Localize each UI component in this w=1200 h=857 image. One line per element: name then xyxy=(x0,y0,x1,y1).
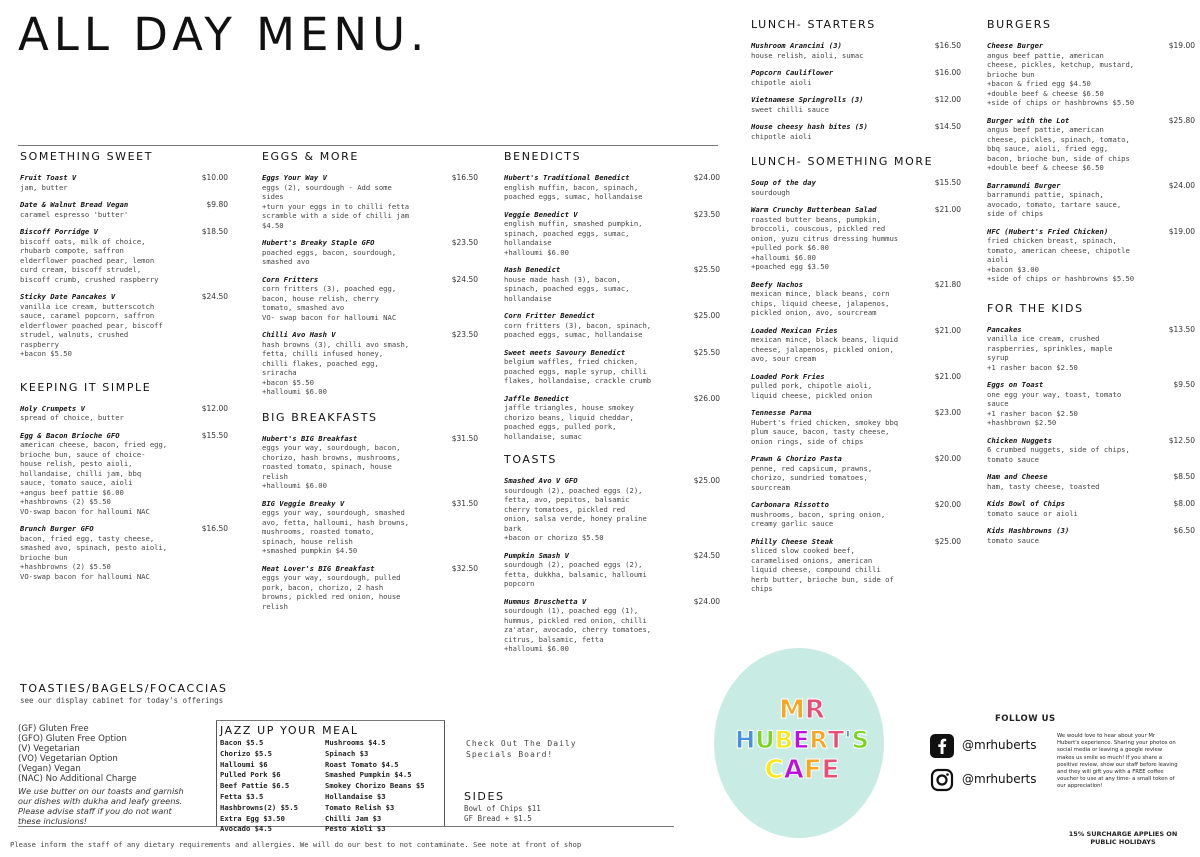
legend-note: We use butter on our toasts and garnish our dishes with dukha and leafy greens. Please advise staff if you do not want these inclusions! xyxy=(18,786,184,826)
menu-item xyxy=(987,380,1195,428)
item-name: Hubert's BIG Breakfast xyxy=(262,433,358,443)
item-name: Veggie Benedict V xyxy=(504,209,578,219)
item-name: Corn Fritter Benedict xyxy=(504,311,595,320)
jazz-item: Smashed Pumpkin $4.5 xyxy=(325,770,412,780)
item-description: eggs your way, sourdough, smashed avo, fetta, halloumi, hash browns, mushrooms, roasted tomato, spinach, house relish +smashed pumpkin $4.50 xyxy=(262,508,410,555)
menu-item xyxy=(987,325,1195,373)
menu-item xyxy=(504,210,720,258)
item-description: ham, tasty cheese, toasted xyxy=(987,481,1100,491)
item-price: $24.50 xyxy=(201,292,228,301)
item-price: $12.50 xyxy=(1168,435,1195,445)
item-description: eggs (2), sourdough - Add some sides +turn your eggs in to chilli fetta scramble with a side of chilli jam $4.50 xyxy=(262,182,410,230)
item-name: Cheese Burger xyxy=(987,41,1044,50)
menu-item xyxy=(20,404,228,423)
item-name: Biscoff Porridge V xyxy=(20,227,98,236)
item-price: $16.50 xyxy=(451,173,478,182)
jazz-right-list xyxy=(325,738,443,835)
item-description: tomato sauce or aioli xyxy=(987,508,1078,518)
item-description: one egg your way, toast, tomato sauce +1 rasher bacon $2.50 +hashbrown $2.50 xyxy=(987,389,1122,427)
follow-header: FOLLOW US xyxy=(995,714,1056,724)
item-name: Beefy Nachos xyxy=(751,279,803,289)
menu-item xyxy=(751,408,961,446)
item-price: $24.50 xyxy=(451,274,478,284)
item-description: spread of choice, butter xyxy=(20,413,124,422)
item-price: $23.00 xyxy=(934,408,961,417)
item-price: $18.50 xyxy=(201,227,228,236)
legend-line: (Vegan) Vegan xyxy=(18,764,81,774)
item-description: mushrooms, bacon, spring onion, creamy garlic sauce xyxy=(751,509,886,528)
logo-letter: B xyxy=(774,726,793,754)
menu-item xyxy=(751,537,961,594)
section-header: BURGERS xyxy=(987,18,1052,31)
item-name: HFC (Hubert's Fried Chicken) xyxy=(987,226,1109,236)
menu-item xyxy=(751,326,961,364)
jazz-item: Fetta $3.5 xyxy=(220,791,264,801)
jazz-item: Chorizo $5.5 xyxy=(220,748,272,758)
surcharge-note: 15% SURCHARGE APPLIES ON PUBLIC HOLIDAYS xyxy=(1068,830,1178,846)
jazz-item: Extra Egg $3.50 xyxy=(220,813,285,823)
menu-section xyxy=(20,150,228,359)
item-description: vanilla ice cream, butterscotch sauce, caramel popcorn, saffron elderflower poached pear, biscoff strudel, walnuts, crushed raspberry +bacon $5.50 xyxy=(20,301,163,358)
menu-item xyxy=(504,311,720,340)
divider xyxy=(444,720,445,826)
item-name: Tennesse Parma xyxy=(751,408,812,417)
item-price: $31.50 xyxy=(451,433,478,443)
column-benedicts-toasts xyxy=(504,150,720,662)
item-price: $12.00 xyxy=(201,403,228,413)
section-header: KEEPING IT SIMPLE xyxy=(20,380,152,394)
facebook-icon[interactable] xyxy=(930,734,954,758)
jazz-item: Pesto Aioli $3 xyxy=(325,824,386,834)
menu-item xyxy=(504,551,720,589)
menu-title: ALL DAY MENU. xyxy=(18,8,430,61)
menu-item xyxy=(751,122,961,141)
item-price: $19.00 xyxy=(1168,226,1195,236)
item-description: poached eggs, bacon, sourdough, smashed avo xyxy=(262,247,397,266)
menu-section xyxy=(262,411,478,612)
item-name: Jaffle Benedict xyxy=(504,393,569,403)
menu-item xyxy=(504,597,720,654)
item-price: $14.50 xyxy=(934,122,961,131)
logo-letter: R xyxy=(804,695,825,725)
item-name: Soup of the day xyxy=(751,178,816,187)
item-price: $8.50 xyxy=(1173,472,1195,481)
menu-item xyxy=(20,292,228,359)
toasties-desc: see our display cabinet for today's offerings xyxy=(20,696,224,705)
logo-letter: F xyxy=(803,755,822,785)
logo-letter: H xyxy=(735,726,756,754)
item-description: caramel espresso 'butter' xyxy=(20,209,129,219)
section-header: BENEDICTS xyxy=(504,150,582,163)
menu-item xyxy=(987,526,1195,545)
item-price: $9.50 xyxy=(1173,380,1195,389)
item-price: $6.50 xyxy=(1173,526,1195,535)
jazz-header: JAZZ UP YOUR MEAL xyxy=(220,724,359,737)
column-eggs-breakfasts xyxy=(262,150,478,619)
menu-section xyxy=(504,453,720,654)
section-header: SOMETHING SWEET xyxy=(20,150,154,163)
menu-item xyxy=(262,275,478,323)
item-price: $24.00 xyxy=(1168,180,1195,190)
item-name: Vietnamese Springrolls (3) xyxy=(751,95,864,104)
menu-item xyxy=(987,116,1195,173)
item-description: Hubert's fried chicken, smokey bbq plum sauce, bacon, tasty cheese, onion rings, side of chips xyxy=(751,417,899,446)
item-description: mexican mince, black beans, liquid cheese, jalapenos, pickled onion, avo, sour cream xyxy=(751,335,899,363)
item-name: Carbonara Rissotto xyxy=(751,500,829,509)
menu-section xyxy=(504,150,720,441)
item-price: $16.00 xyxy=(934,68,961,77)
instagram-handle[interactable]: @mrhuberts xyxy=(962,772,1037,786)
item-description: jam, butter xyxy=(20,182,68,192)
logo-letter: S xyxy=(851,726,869,754)
logo-line1 xyxy=(732,695,872,725)
item-price: $25.80 xyxy=(1168,115,1195,125)
item-price: $23.50 xyxy=(451,330,478,339)
item-name: Pumpkin Smash V xyxy=(504,550,569,560)
item-description: sourdough (2), poached eggs (2), fetta, avo, pepitos, balsamic cherry tomatoes, pickled red onion, salsa verde, honey praline bark +bacon or chorizo $5.50 xyxy=(504,485,647,542)
item-description: angus beef pattie, american cheese, pickles, ketchup, mustard, brioche bun +bacon & fried egg $4.50 +double beef & cheese $6.50 +side of chips or hashbrowns $5.50 xyxy=(987,50,1135,107)
item-description: eggs your way, sourdough, bacon, chorizo, hash browns, mushrooms, roasted tomato, spinach, house relish +halloumi $6.00 xyxy=(262,443,401,490)
item-name: Meat Lover's BIG Breakfast xyxy=(262,563,375,573)
menu-item xyxy=(262,330,478,397)
menu-item xyxy=(20,524,228,581)
item-price: $21.00 xyxy=(934,371,961,381)
item-description: angus beef pattie, american cheese, pickles, spinach, tomato, bbq sauce, aioli, fried egg, bacon, brioche bun, side of chips +double beef & cheese $6.50 xyxy=(987,125,1130,172)
item-description: mexican mince, black beans, corn chips, liquid cheese, jalapenos, pickled onion, avo, sourcream xyxy=(751,289,890,317)
item-name: Eggs on Toast xyxy=(987,380,1044,389)
menu-item xyxy=(751,500,961,529)
jazz-left-list xyxy=(220,738,324,835)
menu-section xyxy=(987,302,1195,546)
item-name: Eggs Your Way V xyxy=(262,173,327,182)
item-price: $24.00 xyxy=(693,596,720,606)
item-name: Prawn & Chorizo Pasta xyxy=(751,454,842,463)
item-price: $25.50 xyxy=(693,347,720,357)
logo-letter: E xyxy=(821,755,840,785)
item-price: $10.00 xyxy=(201,173,228,182)
item-name: Hummus Bruschetta V xyxy=(504,596,587,606)
section-header: EGGS & MORE xyxy=(262,150,359,163)
legend-line: (GFO) Gluten Free Option xyxy=(18,734,127,744)
item-price: $31.50 xyxy=(451,498,478,508)
legend-line: (GF) Gluten Free xyxy=(18,724,89,734)
item-price: $20.00 xyxy=(934,454,961,463)
specials-note: Check Out The Daily Specials Board! xyxy=(466,739,577,759)
menu-item xyxy=(262,499,478,556)
allergy-footer: Please inform the staff of any dietary requirements and allergies. We will do our best to not contaminate. See note at front of shop xyxy=(10,840,582,849)
section-header: BIG BREAKFASTS xyxy=(262,410,378,424)
jazz-item: Hashbrowns(2) $5.5 xyxy=(220,802,298,812)
item-name: Hubert's Traditional Benedict xyxy=(504,173,630,182)
item-price: $25.00 xyxy=(693,311,720,320)
toasties-header: TOASTIES/BAGELS/FOCACCIAS xyxy=(20,682,228,695)
item-price: $21.80 xyxy=(934,279,961,289)
item-name: Sticky Date Pancakes V xyxy=(20,292,116,301)
item-description: biscoff oats, milk of choice, rhubarb compote, saffron elderflower poached pear, lemon curd cream, biscoff strudel, biscoff crumb, crushed raspberry xyxy=(20,236,159,284)
item-price: $19.00 xyxy=(1168,41,1195,50)
menu-item xyxy=(20,227,228,284)
item-description: eggs your way, sourdough, pulled pork, bacon, chorizo, 2 hash browns, pickled red onion, house relish xyxy=(262,573,401,611)
cafe-logo xyxy=(732,695,872,785)
logo-letter: A xyxy=(783,755,804,785)
menu-section xyxy=(987,18,1195,284)
menu-item xyxy=(504,265,720,303)
item-description: bacon, fried egg, tasty cheese, smashed avo, spinach, pesto aioli, brioche bun +hashbrowns (2) $5.50 VO-swap bacon for halloumi NAC xyxy=(20,533,168,581)
menu-section xyxy=(20,381,228,582)
item-price: $24.50 xyxy=(693,550,720,560)
item-name: Chicken Nuggets xyxy=(987,435,1052,445)
menu-item xyxy=(20,431,228,517)
menu-item xyxy=(20,173,228,192)
menu-item xyxy=(504,173,720,202)
item-price: $21.00 xyxy=(934,205,961,214)
divider xyxy=(216,720,445,721)
item-name: Sweet meets Savoury Benedict xyxy=(504,347,626,357)
jazz-item: Halloumi $6 xyxy=(220,759,268,769)
menu-item xyxy=(751,95,961,114)
jazz-item: Hollandaise $3 xyxy=(325,791,386,801)
item-description: sourdough (1), poached egg (1), hummus, pickled red onion, chilli za'atar, avocado, cherry tomatoes, citrus, balsamic, fetta +halloumi $6.00 xyxy=(504,606,652,653)
column-sweet-simple xyxy=(20,150,228,589)
jazz-item: Tomato Relish $3 xyxy=(325,802,395,812)
item-price: $23.50 xyxy=(451,238,478,247)
item-price: $12.00 xyxy=(934,95,961,104)
jazz-item: Mushrooms $4.5 xyxy=(325,738,386,747)
facebook-handle[interactable]: @mrhuberts xyxy=(962,738,1037,752)
item-name: Holy Crumpets V xyxy=(20,403,85,413)
menu-item xyxy=(987,227,1195,284)
item-name: Kids Bowl of Chips xyxy=(987,499,1065,508)
item-name: Brunch Burger GFO xyxy=(20,524,94,533)
jazz-item: Beef Pattie $6.5 xyxy=(220,781,290,791)
menu-item xyxy=(751,205,961,272)
menu-item xyxy=(751,280,961,318)
item-description: corn fritters (3), poached egg, bacon, house relish, cherry tomato, smashed avo VO- swap bacon for halloumi NAC xyxy=(262,284,397,322)
item-name: Fruit Toast V xyxy=(20,173,77,182)
legend-line: (VO) Vegetarian Option xyxy=(18,754,118,764)
logo-letter: R xyxy=(809,726,828,754)
item-description: jaffle triangles, house smokey chorizo beans, liquid cheddar, poached eggs, pulled pork, hollandaise, sumac xyxy=(504,403,634,441)
item-description: pulled pork, chipotle aioli, liquid cheese, pickled onion xyxy=(751,381,873,400)
jazz-item: Bacon $5.5 xyxy=(220,738,264,747)
item-description: fried chicken breast, spinach, tomato, american cheese, chipotle aioli +bacon $3.00 +side of chips or hashbrowns $5.50 xyxy=(987,236,1135,283)
menu-item xyxy=(20,200,228,219)
item-description: house made hash (3), bacon, spinach, poached eggs, sumac, hollandaise xyxy=(504,274,630,303)
item-name: Popcorn Cauliflower xyxy=(751,68,834,77)
item-description: 6 crumbed nuggets, side of chips, tomato sauce xyxy=(987,445,1130,464)
item-name: Smashed Avo V GFO xyxy=(504,476,578,485)
item-price: $25.00 xyxy=(934,536,961,546)
logo-letter: U xyxy=(755,726,775,754)
item-name: Hash Benedict xyxy=(504,265,561,274)
item-price: $23.50 xyxy=(693,209,720,219)
item-name: Corn Fritters xyxy=(262,274,319,284)
item-price: $20.00 xyxy=(934,500,961,509)
item-description: chipotle aioli xyxy=(751,77,812,87)
menu-item xyxy=(262,434,478,491)
item-price: $25.50 xyxy=(693,265,720,274)
section-header: LUNCH- STARTERS xyxy=(751,18,876,31)
item-description: sourdough xyxy=(751,187,790,197)
menu-item xyxy=(262,173,478,230)
item-description: hash browns (3), chilli avo smash, fetta, chilli infused honey, chilli flakes, poached egg, sriracha +bacon $5.50 +halloumi $6.00 xyxy=(262,339,410,396)
menu-item xyxy=(987,472,1195,491)
item-description: english muffin, bacon, spinach, poached eggs, sumac, hollandaise xyxy=(504,182,643,201)
jazz-item: Spinach $3 xyxy=(325,748,369,758)
item-name: Philly Cheese Steak xyxy=(751,536,834,546)
item-price: $16.50 xyxy=(934,41,961,50)
menu-item xyxy=(987,41,1195,108)
menu-item xyxy=(751,41,961,60)
menu-item xyxy=(504,394,720,442)
jazz-item: Roast Tomato $4.5 xyxy=(325,759,399,769)
menu-item xyxy=(751,454,961,492)
item-price: $9.80 xyxy=(206,200,228,209)
item-name: House cheesy hash bites (5) xyxy=(751,122,868,131)
item-description: roasted butter beans, pumpkin, broccoli, couscous, pickled red onion, yuzu citrus dressing hummus +pulled pork $6.00 +halloumi $6.00 +poached egg $3.50 xyxy=(751,214,899,271)
menu-item xyxy=(504,348,720,386)
item-description: sourdough (2), poached eggs (2), fetta, dukkha, balsamic, halloumi popcorn xyxy=(504,560,647,588)
item-description: penne, red capsicum, prawns, chorizo, sundried tomatoes, sourcream xyxy=(751,463,873,492)
item-name: Egg & Bacon Brioche GFO xyxy=(20,430,120,440)
sides-item: GF Bread + $1.5 xyxy=(464,814,532,823)
menu-item xyxy=(504,476,720,543)
item-price: $15.50 xyxy=(934,178,961,187)
legend-line: (NAC) No Additional Charge xyxy=(18,774,137,784)
logo-letter: E xyxy=(792,726,810,754)
item-description: belgium waffles, fried chicken, poached eggs, maple syrup, chilli flakes, hollandaise, crackle crumb xyxy=(504,357,652,385)
follow-note: We would love to hear about your Mr Hubert's experience. Sharing your photos on social media or leaving a google review makes us smile so much! If you share a positive review, show our staff before leaving and they will gift you with a FREE coffee voucher to use at any time- a small token of our appreciation! xyxy=(1057,733,1178,790)
menu-item xyxy=(751,372,961,401)
item-name: Mushroom Arancini (3) xyxy=(751,41,842,50)
section-header: TOASTS xyxy=(504,453,557,466)
item-name: Date & Walnut Bread Vegan xyxy=(20,200,129,209)
logo-letter: C xyxy=(764,755,784,785)
item-name: Barramundi Burger xyxy=(987,180,1061,190)
item-name: Warm Crunchy Butterbean Salad xyxy=(751,205,877,214)
item-description: american cheese, bacon, fried egg, brioche bun, sauce of choice- house relish, pesto aioli, hollandaise, chilli jam, bbq sauce, tomato sauce, aioli +angus beef pattie $6.00 +hashbrowns (2) $5.50 VO-swap bacon for halloumi NAC xyxy=(20,440,168,516)
menu-section xyxy=(751,18,961,141)
item-name: Loaded Mexican Fries xyxy=(751,325,838,335)
logo-line3 xyxy=(732,755,872,785)
item-name: BIG Veggie Breaky V xyxy=(262,498,345,508)
item-name: Burger with the Lot xyxy=(987,115,1070,125)
divider xyxy=(216,720,217,826)
item-price: $25.00 xyxy=(693,476,720,485)
menu-item xyxy=(262,238,478,267)
legend-line: (V) Vegetarian xyxy=(18,744,80,754)
menu-item xyxy=(987,181,1195,219)
item-price: $15.50 xyxy=(201,430,228,440)
menu-item xyxy=(987,499,1195,518)
menu-item xyxy=(751,68,961,87)
item-name: Chilli Avo Hash V xyxy=(262,330,336,339)
menu-item xyxy=(262,564,478,612)
menu-item xyxy=(751,178,961,197)
item-name: Kids Hashbrowns (3) xyxy=(987,526,1070,535)
sides-list xyxy=(464,804,541,824)
item-price: $16.50 xyxy=(201,524,228,533)
jazz-item: Chilli Jam $3 xyxy=(325,813,382,823)
jazz-item: Pulled Pork $6 xyxy=(220,770,281,780)
item-name: Loaded Pork Fries xyxy=(751,371,825,381)
sides-item: Bowl of Chips $11 xyxy=(464,804,541,813)
logo-letter: M xyxy=(779,695,805,725)
item-description: barramundi pattie, spinach, avocado, tomato, tartare sauce, side of chips xyxy=(987,190,1122,218)
logo-letter: ' xyxy=(844,726,852,754)
item-price: $26.00 xyxy=(693,393,720,403)
menu-section xyxy=(751,155,961,594)
item-description: sweet chilli sauce xyxy=(751,104,829,114)
logo-letter: T xyxy=(827,726,845,754)
item-description: vanilla ice cream, crushed raspberries, sprinkles, maple syrup +1 rasher bacon $2.50 xyxy=(987,334,1113,372)
item-price: $21.00 xyxy=(934,325,961,335)
column-lunch xyxy=(751,18,961,602)
section-header: LUNCH- SOMETHING MORE xyxy=(751,155,934,168)
item-description: tomato sauce xyxy=(987,535,1039,545)
item-name: Hubert's Breaky Staple GFO xyxy=(262,238,375,247)
item-price: $13.50 xyxy=(1168,324,1195,334)
item-description: house relish, aioli, sumac xyxy=(751,50,864,60)
item-description: chipotle aioli xyxy=(751,131,812,141)
item-name: Ham and Cheese xyxy=(987,472,1048,481)
logo-line2 xyxy=(732,725,872,755)
section-header: FOR THE KIDS xyxy=(987,301,1084,315)
item-description: corn fritters (3), bacon, spinach, poached eggs, sumac, hollandaise xyxy=(504,320,652,339)
item-description: sliced slow cooked beef, caramelised onions, american liquid cheese, compound chilli herb butter, brioche bun, side of chips xyxy=(751,546,894,593)
sides-header: SIDES xyxy=(464,790,505,803)
jazz-item: Smokey Chorizo Beans $5 xyxy=(325,781,425,791)
instagram-icon[interactable] xyxy=(930,768,954,792)
menu-item xyxy=(987,436,1195,465)
item-description: english muffin, smashed pumpkin, spinach, poached eggs, sumac, hollandaise +halloumi $6.00 xyxy=(504,219,643,257)
item-name: Pancakes xyxy=(987,324,1022,334)
item-price: $32.50 xyxy=(451,563,478,573)
item-price: $8.00 xyxy=(1173,499,1195,508)
dietary-legend xyxy=(18,724,214,826)
menu-section xyxy=(262,150,478,397)
item-price: $24.00 xyxy=(693,173,720,182)
jazz-item: Avocado $4.5 xyxy=(220,824,272,834)
divider xyxy=(18,145,718,146)
column-burgers-kids xyxy=(987,18,1195,553)
